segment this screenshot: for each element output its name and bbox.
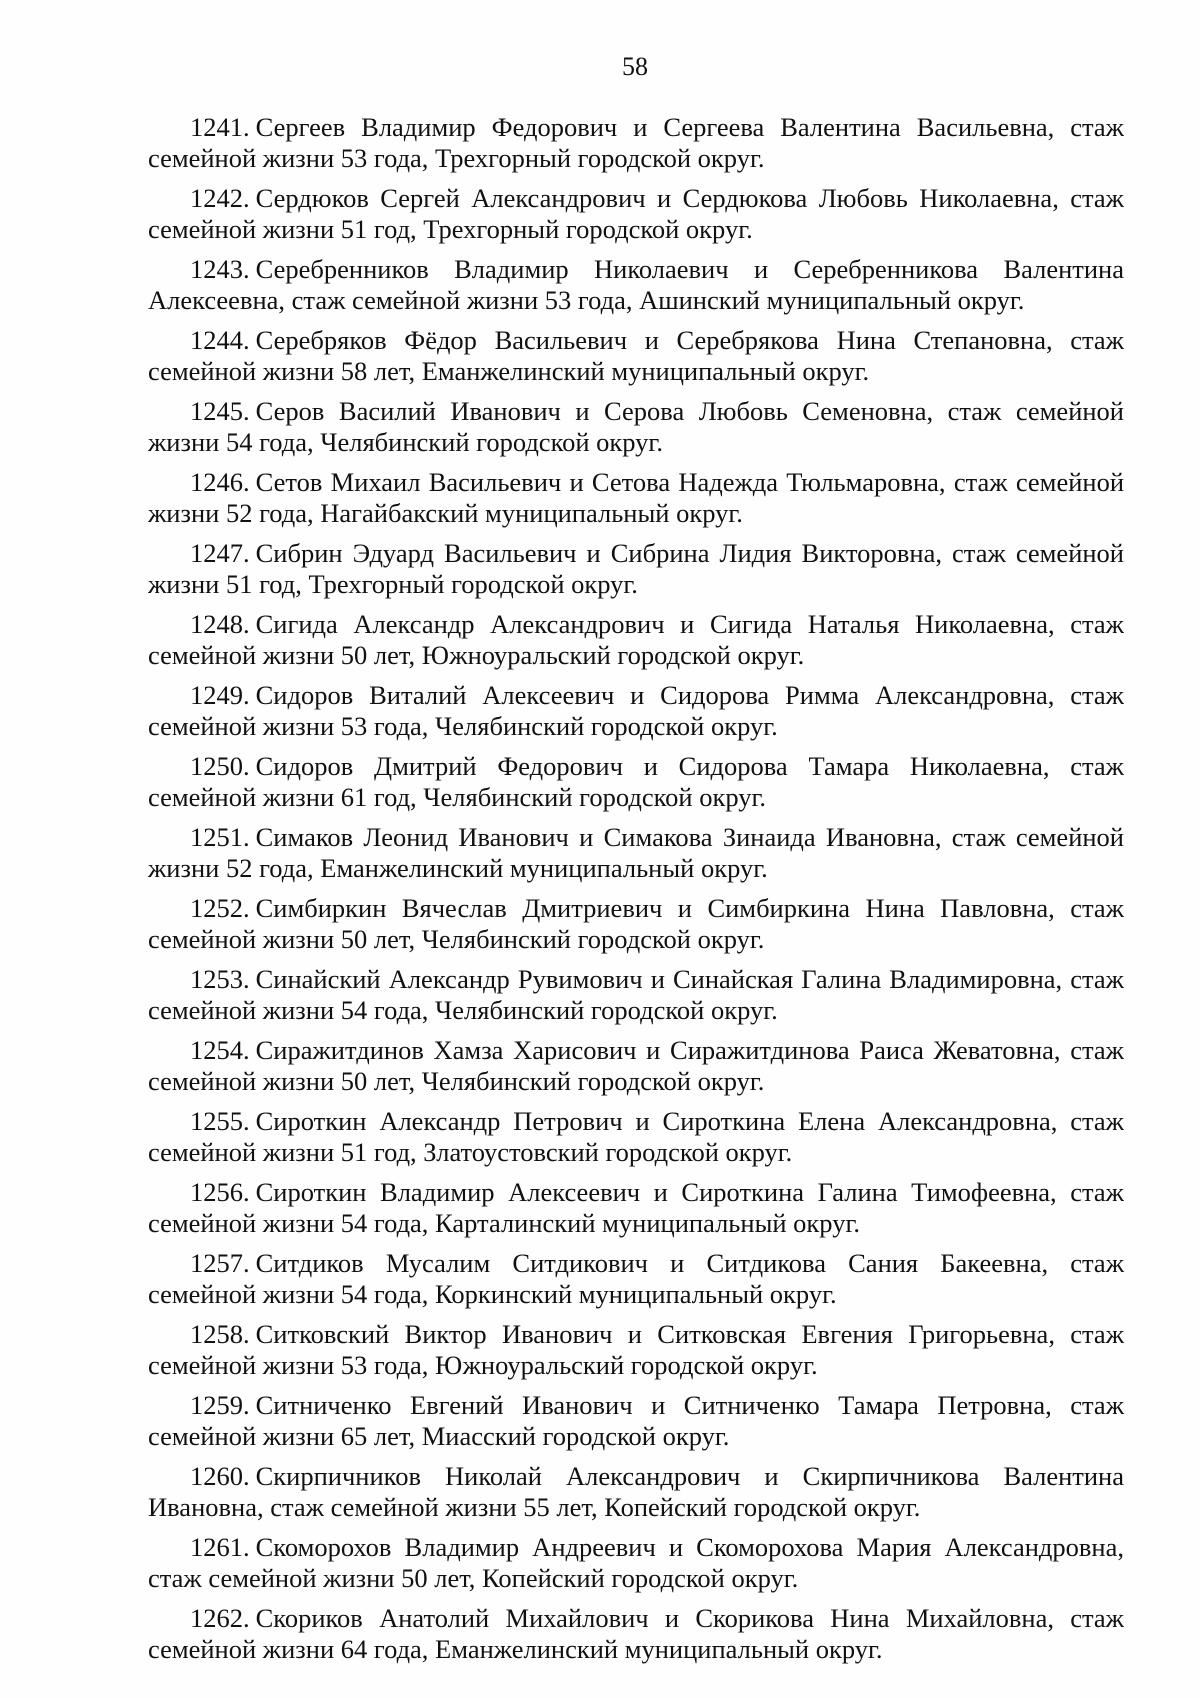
entry-text: Скирпичников Николай Александрович и Скирпичникова Валентина Ивановна, стаж семейной жизни 55 лет, Копейский городской округ. [148, 1461, 1124, 1522]
entry-text: Сибрин Эдуард Васильевич и Сибрина Лидия Викторовна, стаж семейной жизни 51 год, Трехгорный городской округ. [148, 538, 1124, 599]
entry-number: 1255. [190, 1106, 250, 1136]
list-item [148, 1106, 1124, 1168]
list-item [148, 1461, 1124, 1523]
list-item [148, 183, 1124, 245]
entry-text: Синайский Александр Рувимович и Синайская Галина Владимировна, стаж семейной жизни 54 года, Челябинский городской округ. [148, 964, 1124, 1025]
list-item [148, 1248, 1124, 1310]
entry-number: 1250. [190, 751, 250, 781]
list-item [148, 1177, 1124, 1239]
entry-text: Сироткин Александр Петрович и Сироткина Елена Александровна, стаж семейной жизни 51 год, Златоустовский городской округ. [148, 1106, 1124, 1167]
entry-number: 1241. [190, 112, 250, 142]
entry-number: 1262. [190, 1603, 250, 1633]
entry-number: 1244. [190, 325, 250, 355]
entry-number: 1254. [190, 1035, 250, 1065]
list-item [148, 538, 1124, 600]
entry-number: 1249. [190, 680, 250, 710]
entry-number: 1258. [190, 1319, 250, 1349]
entry-text: Серебряков Фёдор Васильевич и Серебрякова Нина Степановна, стаж семейной жизни 58 лет, Еманжелинский муниципальный округ. [148, 325, 1124, 386]
list-item [148, 1532, 1124, 1594]
list-item [148, 1390, 1124, 1452]
entry-text: Сидоров Виталий Алексеевич и Сидорова Римма Александровна, стаж семейной жизни 53 года, Челябинский городской округ. [148, 680, 1124, 741]
list-item [148, 1035, 1124, 1097]
list-item [148, 609, 1124, 671]
list-item [148, 893, 1124, 955]
entry-text: Сердюков Сергей Александрович и Сердюкова Любовь Николаевна, стаж семейной жизни 51 год, Трехгорный городской округ. [148, 183, 1124, 244]
list-item [148, 325, 1124, 387]
entry-number: 1256. [190, 1177, 250, 1207]
entry-text: Скоморохов Владимир Андреевич и Скоморохова Мария Александровна, стаж семейной жизни 50 лет, Копейский городской округ. [148, 1532, 1124, 1593]
list-item [148, 680, 1124, 742]
entry-number: 1252. [190, 893, 250, 923]
entry-text: Сетов Михаил Васильевич и Сетова Надежда Тюльмаровна, стаж семейной жизни 52 года, Нагайбакский муниципальный округ. [148, 467, 1124, 528]
page-number: 58 [622, 52, 648, 81]
entry-number: 1243. [190, 254, 250, 284]
list-item [148, 751, 1124, 813]
entry-number: 1253. [190, 964, 250, 994]
entry-text: Сиражитдинов Хамза Харисович и Сиражитдинова Раиса Жеватовна, стаж семейной жизни 50 лет, Челябинский городской округ. [148, 1035, 1124, 1096]
list-item [148, 467, 1124, 529]
entry-text: Сироткин Владимир Алексеевич и Сироткина Галина Тимофеевна, стаж семейной жизни 54 года, Карталинский муниципальный округ. [148, 1177, 1124, 1238]
list-item [148, 1603, 1124, 1665]
entry-number: 1259. [190, 1390, 250, 1420]
list-item [148, 396, 1124, 458]
entry-text: Серебренников Владимир Николаевич и Серебренникова Валентина Алексеевна, стаж семейной жизни 53 года, Ашинский муниципальный округ. [148, 254, 1124, 315]
entry-text: Сигида Александр Александрович и Сигида Наталья Николаевна, стаж семейной жизни 50 лет, Южноуральский городской округ. [148, 609, 1124, 670]
entry-number: 1242. [190, 183, 250, 213]
entry-number: 1245. [190, 396, 250, 426]
entry-text: Ситниченко Евгений Иванович и Ситниченко Тамара Петровна, стаж семейной жизни 65 лет, Миасский городской округ. [148, 1390, 1124, 1451]
entry-number: 1248. [190, 609, 250, 639]
list-item [148, 822, 1124, 884]
list-item [148, 254, 1124, 316]
entry-text: Ситковский Виктор Иванович и Ситковская Евгения Григорьевна, стаж семейной жизни 53 года, Южноуральский городской округ. [148, 1319, 1124, 1380]
list-item [148, 964, 1124, 1026]
entry-number: 1247. [190, 538, 250, 568]
entry-list [148, 112, 1124, 1674]
list-item [148, 1319, 1124, 1381]
entry-number: 1260. [190, 1461, 250, 1491]
entry-number: 1246. [190, 467, 250, 497]
entry-text: Сидоров Дмитрий Федорович и Сидорова Тамара Николаевна, стаж семейной жизни 61 год, Челябинский городской округ. [148, 751, 1124, 812]
entry-text: Серов Василий Иванович и Серова Любовь Семеновна, стаж семейной жизни 54 года, Челябинский городской округ. [148, 396, 1124, 457]
entry-text: Симаков Леонид Иванович и Симакова Зинаида Ивановна, стаж семейной жизни 52 года, Еманжелинский муниципальный округ. [148, 822, 1124, 883]
entry-text: Скориков Анатолий Михайлович и Скорикова Нина Михайловна, стаж семейной жизни 64 года, Еманжелинский муниципальный округ. [148, 1603, 1124, 1664]
entry-text: Ситдиков Мусалим Ситдикович и Ситдикова Сания Бакеевна, стаж семейной жизни 54 года, Коркинский муниципальный округ. [148, 1248, 1124, 1309]
entry-text: Симбиркин Вячеслав Дмитриевич и Симбиркина Нина Павловна, стаж семейной жизни 50 лет, Челябинский городской округ. [148, 893, 1124, 954]
entry-number: 1261. [190, 1532, 250, 1562]
entry-number: 1257. [190, 1248, 250, 1278]
entry-text: Сергеев Владимир Федорович и Сергеева Валентина Васильевна, стаж семейной жизни 53 года, Трехгорный городской округ. [148, 112, 1124, 173]
list-item [148, 112, 1124, 174]
entry-number: 1251. [190, 822, 250, 852]
